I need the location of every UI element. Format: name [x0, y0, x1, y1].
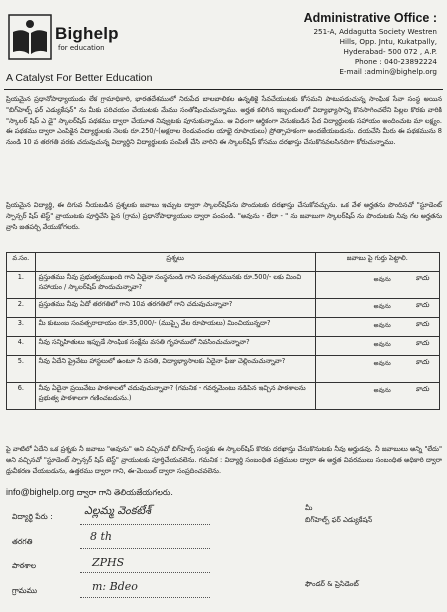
question-text: ప్రస్తుతము నీవు ప్రభుత్వముఖంది గాని ఏదైనా సంస్థనుండి గాని సంవత్సరమునకు రూ.500/- లకు మించి సహాయం / స్కాలర్‌షిప్ పొందుచున్నావా?: [35, 272, 315, 299]
answer-option[interactable]: అవును: [373, 276, 391, 283]
handwritten-answer: కాదు: [415, 320, 430, 328]
sender-top: మీ: [305, 504, 313, 512]
office-address: [262, 10, 437, 77]
name-dotted-line: [80, 524, 210, 525]
answer-option[interactable]: అవును: [373, 360, 391, 367]
office-line: E-mail :admin@bighelp.org: [339, 67, 437, 76]
table-row: [7, 356, 440, 383]
office-line: Phone : 040-23892224: [354, 57, 437, 66]
header-divider: [4, 89, 443, 90]
student-name-label: విద్యార్థి పేరు :: [12, 512, 53, 521]
eligibility-table: [6, 252, 440, 410]
class-dotted-line: [80, 548, 210, 549]
row-number: 6.: [7, 383, 36, 410]
village-label: గ్రామము: [12, 586, 38, 595]
village-value[interactable]: m: Bdeo: [92, 580, 138, 593]
table-row: [7, 383, 440, 410]
row-number: 1.: [7, 272, 36, 299]
student-name-value[interactable]: ఎల్లమ్మ వెంకటేశ్: [84, 504, 152, 517]
question-text: నీవు ఏదేని ప్రైవేటు హాస్టలులో ఉంటూ నీ వసతి, విద్యాభ్యాసాలకు ఏదైనా ఫీజు చెల్లించుచున్నావా?: [35, 356, 315, 383]
table-row: [7, 318, 440, 337]
office-line: Hyderabad- 500 072 , A.P.: [343, 47, 437, 56]
school-dotted-line: [80, 572, 210, 573]
sender-org: బిగ్‌హెల్ప్ ఫర్ ఎడ్యుకేషన్: [305, 516, 373, 524]
answer-cell[interactable]: [315, 318, 439, 337]
school-value[interactable]: ZPHS: [92, 556, 125, 569]
answer-cell[interactable]: [315, 337, 439, 356]
brand-name: Bighelp: [55, 24, 119, 43]
col-header-no: వ.సం.: [7, 253, 36, 272]
handwritten-answer: కాదు: [415, 339, 430, 347]
office-line: Hills, Opp. Jntu, Kukatpally,: [339, 37, 437, 46]
answer-cell[interactable]: [315, 272, 439, 299]
tagline: A Catalyst For Better Education: [6, 72, 153, 84]
answer-option[interactable]: అవును: [373, 322, 391, 329]
handwritten-answer: కాదు: [415, 301, 430, 309]
office-line: 251-A, Addagutta Society Westren: [313, 27, 437, 36]
brand-sub: for education: [58, 44, 105, 52]
contact-email[interactable]: info@bighelp.org: [6, 487, 75, 497]
sender-signatory: ఫౌండర్ & ప్రెసిడెంట్: [305, 580, 359, 588]
question-text: మీ కుటుంబ సంవత్సరాదాయం రూ.35,000/- (ముప్పై వేల రూపాయలు) మించియున్నదా?: [35, 318, 315, 337]
handwritten-answer: కాదు: [415, 274, 430, 282]
class-label: తరగతి: [12, 537, 33, 546]
answer-option[interactable]: అవును: [373, 341, 391, 348]
answer-option[interactable]: అవును: [373, 303, 391, 310]
intro-paragraph: ప్రియమైన ప్రధానోపాధ్యాయుడు లేక గ్రామాధికారి, భారతదేశములో నిరుపేద బాలబాలికల ఉన్నతికై సేవచేయుటకు కోసమని పాటుపడుచున్న సాంఘిక సేవా సంస్థ అయిన "బిగ్‌హెల్ప్ ఫర్ ఎడ్యుకేషన్" ను మీకు పరిచయం చేయుటకు మేము సంతోషించుచున్నాము. అర్హత కలిగిన ఇబ్బందులలో విద్యాభ్యాసాన్ని కొనసాగించలేని పిల్లల కొరకు వారికి "స్కాలర్ షిప్ ఎ డై" స్కాలర్‌షిప్ పథకము ద్వారా చేయూత నివ్వుటకు పూనుకున్నాము. ఆ విధంగా ఆర్థికంగా వెనుకబడిన పేద విద్యార్థులకు సహాయం అందించుట మా లక్ష్యం. ఈ పథకము ద్వారా ఎంపికైన విద్యార్థులకు నెలకు రూ.250/-(అక్షరాల రెండువందల యాభై రూపాయలు) ప్రోత్సాహకంగా అందజేయబడును. దయచేసి మీరు ఈ పథకమును 8 నుండి 10 వ తరగతి వరకు చదువుచున్న విద్యార్థిని విద్యార్థులకు పంపిణీ చేసి వారిని ఈ స్కాలర్‌షిప్ కోసము దరఖాస్తు చేసుకొనవలసినదిగా కోరుచున్నాము.: [6, 95, 442, 147]
question-text: నీవు సన్నిహితులు ఇప్పుడే సాంఘిక సంక్షేమ వసతి గృహములో నివసించుచున్నావా?: [35, 337, 315, 356]
eligibility-note: పై వాటిలో ఏదేని ఒక ప్రశ్నకు నీ జవాబు "అవును" అని వచ్చినచో బిగ్‌హెల్ప్ సంస్థకు ఈ స్కాలర్‌షిప్ కొరకు దరఖాస్తు చేసుకొనుటకు నీవు అర్హుడవు. నీ జవాబులు అన్ని "లేదు" అని వచ్చినచో "స్టూడెంట్ స్పాన్సర్ షిప్ టెస్ట్" వ్రాయుటకు పూర్తిచేయవలెను. గమనిక : విద్యార్థి సంబంధిత పత్రముల ద్వారా ఈ అర్హత వివరములు సంబంధిత అధికారి ద్వారా ధ్రువీకరణ చేయబడును, ఉత్తరము ద్వారా గాని, ఈ-మెయిల్ ద్వారా సంప్రదించవలెను.: [6, 445, 442, 475]
bighelp-logo-icon: [8, 14, 52, 60]
table-row: [7, 272, 440, 299]
student-paragraph: ప్రియమైన విద్యార్థి, ఈ దిగువ నీయబడిన ప్రశ్నలకు జవాబు ఇచ్చుట ద్వారా స్కాలర్‌షిప్‌ను పొందుటకు దరఖాస్తు చేసుకోవచ్చును. ఒక వేళ అర్హతను పొందినచో "స్టూడెంట్ స్పాన్సర్ షిప్ టెస్ట్" వ్రాయుటకు పూర్తిచేసి పైన (గ్రామ) ప్రధానోపాధ్యాయుల ద్వారా పంపండి. "అవును - లేదా - " ను జవాబుగా స్కాలర్‌షిప్ ను పొందుటకు నీవు గల అర్హతను వ్రాసి జతపర్చి వేయుకోగలరు.: [6, 201, 442, 231]
row-number: 3.: [7, 318, 36, 337]
contact-email-line: [6, 487, 173, 499]
table-row: [7, 337, 440, 356]
answer-cell[interactable]: [315, 383, 439, 410]
question-text: నీవు ఏదైనా ప్రయివేటు పాఠశాలలో చదువుచున్నావా? (గమనిక - గవర్నమెంటు నడిపిన ఇచ్చిన పాఠశాలను ప్రభుత్వ పాఠశాలగా గణించబడును.): [35, 383, 315, 410]
handwritten-answer: కాదు: [415, 358, 430, 366]
row-number: 5.: [7, 356, 36, 383]
col-header-question: ప్రశ్నలు: [35, 253, 315, 272]
table-row: [7, 299, 440, 318]
row-number: 4.: [7, 337, 36, 356]
answer-cell[interactable]: [315, 356, 439, 383]
school-label: పాఠశాల: [12, 561, 37, 570]
answer-cell[interactable]: [315, 299, 439, 318]
col-header-answer: జవాబు పై గుర్తు పెట్టాలి.: [315, 253, 439, 272]
question-text: ప్రస్తుతము నీవు ఏదో తరగతిలో గాని 10వ తరగతిలో గాని చదువుచున్నావా?: [35, 299, 315, 318]
village-dotted-line: [80, 597, 210, 598]
table-header-row: [7, 253, 440, 272]
handwritten-answer: కాదు: [415, 385, 430, 393]
office-title: Administrative Office :: [303, 11, 437, 25]
class-value[interactable]: 8 th: [90, 530, 112, 543]
answer-option[interactable]: అవును: [373, 387, 391, 394]
row-number: 2.: [7, 299, 36, 318]
contact-email-suffix: ద్వారా గాని తెలియజేయగలరు.: [76, 488, 173, 497]
